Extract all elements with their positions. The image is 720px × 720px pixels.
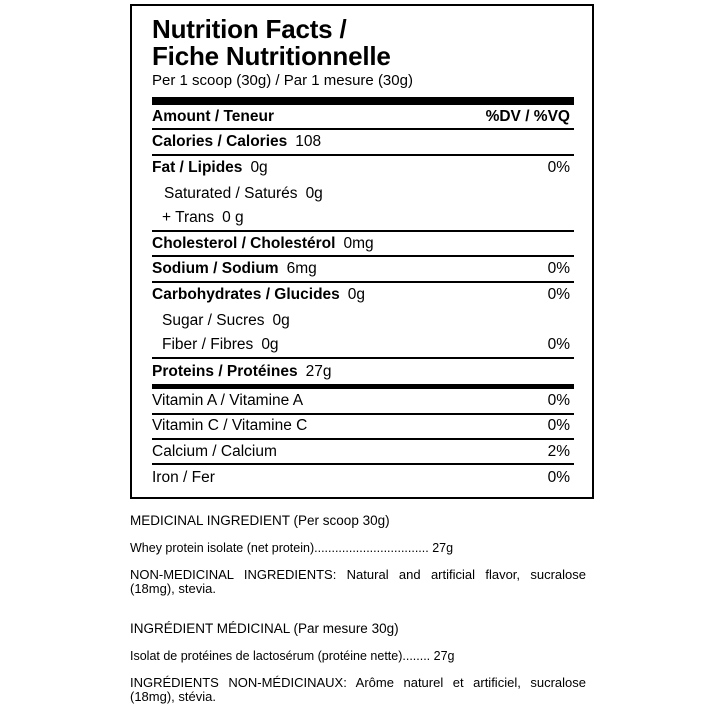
nutrient-row-carbohydrates [152, 283, 574, 308]
nutrient-row-trans [152, 207, 574, 232]
nutrient-value: 0g [250, 159, 268, 177]
nutrient-label: Sugar / Sucres [162, 311, 265, 329]
nutrient-dv: 0% [547, 336, 570, 354]
medicinal-item-en [130, 541, 586, 555]
nutrient-row-cholesterol [152, 232, 574, 257]
section-heading: INGRÉDIENT MÉDICINAL [130, 621, 290, 636]
nutrient-row-sugar [152, 308, 574, 333]
section-note: (Par mesure 30g) [293, 621, 399, 636]
vitamin-row-a [152, 389, 574, 414]
vitamin-label: Vitamin C / Vitamine C [152, 417, 308, 435]
vitamin-dv: 0% [547, 417, 570, 435]
vitamin-dv: 0% [547, 391, 570, 409]
nutrient-dv: 0% [547, 159, 570, 177]
nutrient-value: 0 g [222, 209, 244, 227]
nutrient-label: Calories / Calories [152, 133, 288, 151]
nutrient-value: 0g [305, 184, 323, 202]
section-note: (Per scoop 30g) [293, 513, 390, 528]
vitamin-row-calcium [152, 440, 574, 465]
nutrient-dv: 0% [547, 260, 570, 278]
nutrient-row-proteins [152, 359, 574, 384]
nutrient-label: Fiber / Fibres [162, 336, 254, 354]
vitamin-label: Iron / Fer [152, 469, 215, 487]
panel-title [152, 16, 574, 70]
non-medicinal-en [130, 568, 586, 596]
vitamin-dv: 2% [547, 442, 570, 460]
nutrient-row-sodium [152, 257, 574, 282]
thick-divider [152, 97, 574, 105]
header-row [152, 105, 574, 130]
section-text: Arôme naturel et artificiel, sucralose (18mg), stévia. [130, 675, 586, 704]
ingredient-amount: 27g [432, 541, 454, 555]
nutrient-label: Cholesterol / Cholestérol [152, 234, 336, 252]
vitamin-row-iron [152, 465, 574, 490]
nutrient-value: 6mg [286, 260, 317, 278]
nutrient-label: Carbohydrates / Glucides [152, 286, 340, 304]
serving-size: Per 1 scoop (30g) / Par 1 mesure (30g) [152, 72, 413, 89]
vitamin-row-c [152, 415, 574, 440]
ingredient-amount: 27g [433, 649, 455, 663]
dv-header: %DV / %VQ [485, 107, 570, 125]
nutrient-value: 108 [295, 133, 322, 151]
ingredient-item: Whey protein isolate (net protein)................................. [130, 541, 429, 555]
ingredient-item: Isolat de protéines de lactosérum (protéine nette)........ [130, 649, 431, 663]
section-heading: NON-MEDICINAL INGREDIENTS: [130, 567, 337, 582]
nutrient-label: Fat / Lipides [152, 159, 243, 177]
nutrient-label: Sodium / Sodium [152, 260, 279, 278]
vitamin-label: Vitamin A / Vitamine A [152, 391, 304, 409]
nutrient-dv: 0% [547, 286, 570, 304]
section-heading: INGRÉDIENTS NON-MÉDICINAUX: [130, 675, 347, 690]
nutrient-row-fiber [152, 334, 574, 359]
vitamin-dv: 0% [547, 469, 570, 487]
title-line-1: Nutrition Facts / [152, 14, 347, 44]
nutrient-value: 27g [305, 362, 332, 380]
section-heading: MEDICINAL INGREDIENT [130, 513, 290, 528]
nutrient-row-saturated [152, 181, 574, 206]
non-medicinal-fr [130, 676, 586, 704]
nutrition-facts-panel [130, 4, 594, 499]
nutrient-row-calories [152, 130, 574, 155]
nutrient-label: Proteins / Protéines [152, 362, 298, 380]
nutrient-value: 0g [347, 286, 366, 304]
nutrient-value: 0g [272, 311, 290, 329]
nutrient-label: + Trans [162, 209, 215, 227]
section-text: Natural and artificial flavor, sucralose (18mg), stevia. [130, 567, 586, 596]
medicinal-ingredient-fr [130, 622, 586, 636]
nutrient-row-fat [152, 156, 574, 181]
nutrient-value: 0mg [343, 234, 374, 252]
nutrient-value: 0g [261, 336, 279, 354]
medicinal-ingredient-en [130, 514, 586, 528]
title-line-2: Fiche Nutritionnelle [152, 41, 391, 71]
amount-header: Amount / Teneur [152, 107, 274, 125]
medicinal-item-fr [130, 649, 586, 663]
vitamin-label: Calcium / Calcium [152, 442, 277, 460]
nutrient-label: Saturated / Saturés [164, 184, 298, 202]
